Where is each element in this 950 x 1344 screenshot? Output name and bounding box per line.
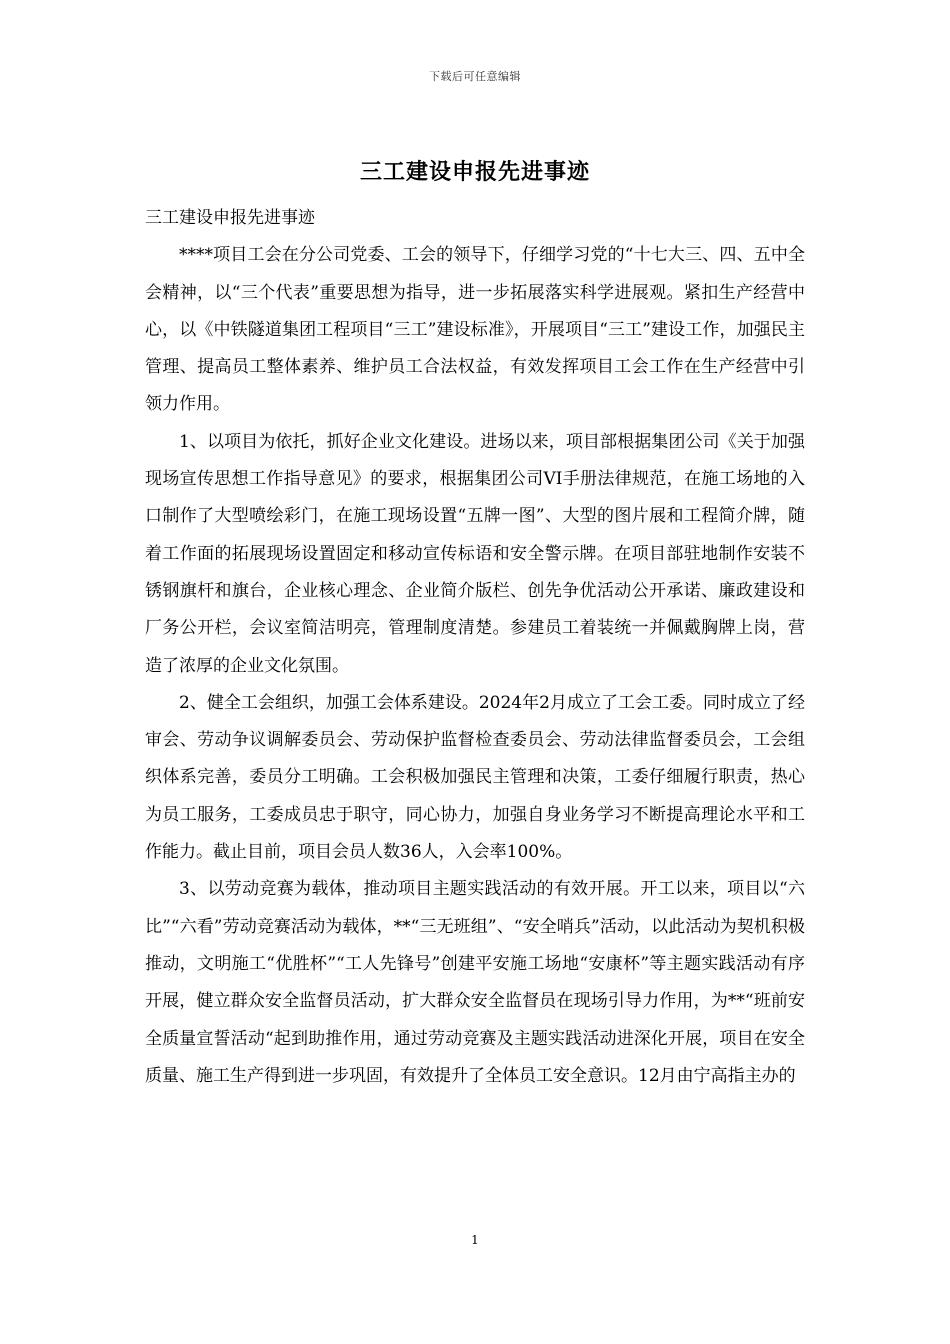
page-title: 三工建设申报先进事迹 (359, 159, 590, 185)
section-3-paragraph: 3、以劳动竞赛为载体，推动项目主题实践活动的有效开展。开工以来，项目以“六比”“六看”劳动竞赛活动为载体，**“三无班组”、“安全哨兵”活动，以此活动为契机积极推动，文明施工“优胜杯”“工人先锋号”创建平安施工场地“安康杯”等主题实践活动有序开展，健立群众安全监督员活动，扩大群众安全监督员在现场引导力作用，为**“班前安全质量宣誓活动“起到助推作用，通过劳动竞赛及主题实践活动进深化开展，项目在安全质量、施工生产得到进一步巩固，有效提升了全体员工安全意识。12月由宁高指主办的 (145, 879, 805, 1086)
section-2-paragraph: 2、健全工会组织，加强工会体系建设。2024年2月成立了工会工委。同时成立了经审会、劳动争议调解委员会、劳动保护监督检查委员会、劳动法律监督委员会，工会组织体系完善，委员分工明确。工会积极加强民主管理和决策，工委仔细履行职责，热心为员工服务，工委成员忠于职守，同心协力，加强自身业务学习不断提高理论水平和工作能力。截止目前，项目会员人数36人，入会率100%。 (145, 692, 805, 863)
intro-paragraph: ****项目工会在分公司党委、工会的领导下，仔细学习党的“十七大三、四、五中全会精神，以“三个代表”重要思想为指导，进一步拓展落实科学进展观。紧扣生产经营中心，以《中铁隧道集团工程项目“三工”建设标准》，开展项目“三工”建设工作，加强民主管理、提高员工整体素养、维护员工合法权益，有效发挥项目工会工作在生产经营中引领力作用。 (145, 245, 805, 415)
page-number: 1 (471, 1233, 479, 1247)
header-note: 下载后可任意编辑 (429, 70, 521, 83)
document-body (145, 200, 805, 1095)
subtitle-paragraph: 三工建设申报先进事迹 (145, 208, 315, 228)
section-1-paragraph: 1、以项目为依托，抓好企业文化建设。进场以来，项目部根据集团公司《关于加强现场宣传思想工作指导意见》的要求，根据集团公司VI手册法律规范，在施工场地的入口制作了大型喷绘彩门，在施工现场设置“五牌一图”、大型的图片展和工程简介牌，随着工作面的拓展现场设置固定和移动宣传标语和安全警示牌。在项目部驻地制作安装不锈钢旗杆和旗台，企业核心理念、企业简介版栏、创先争优活动公开承诺、廉政建设和厂务公开栏，会议室简洁明亮，管理制度清楚。参建员工着装统一并佩戴胸牌上岗，营造了浓厚的企业文化氛围。 (145, 431, 805, 676)
